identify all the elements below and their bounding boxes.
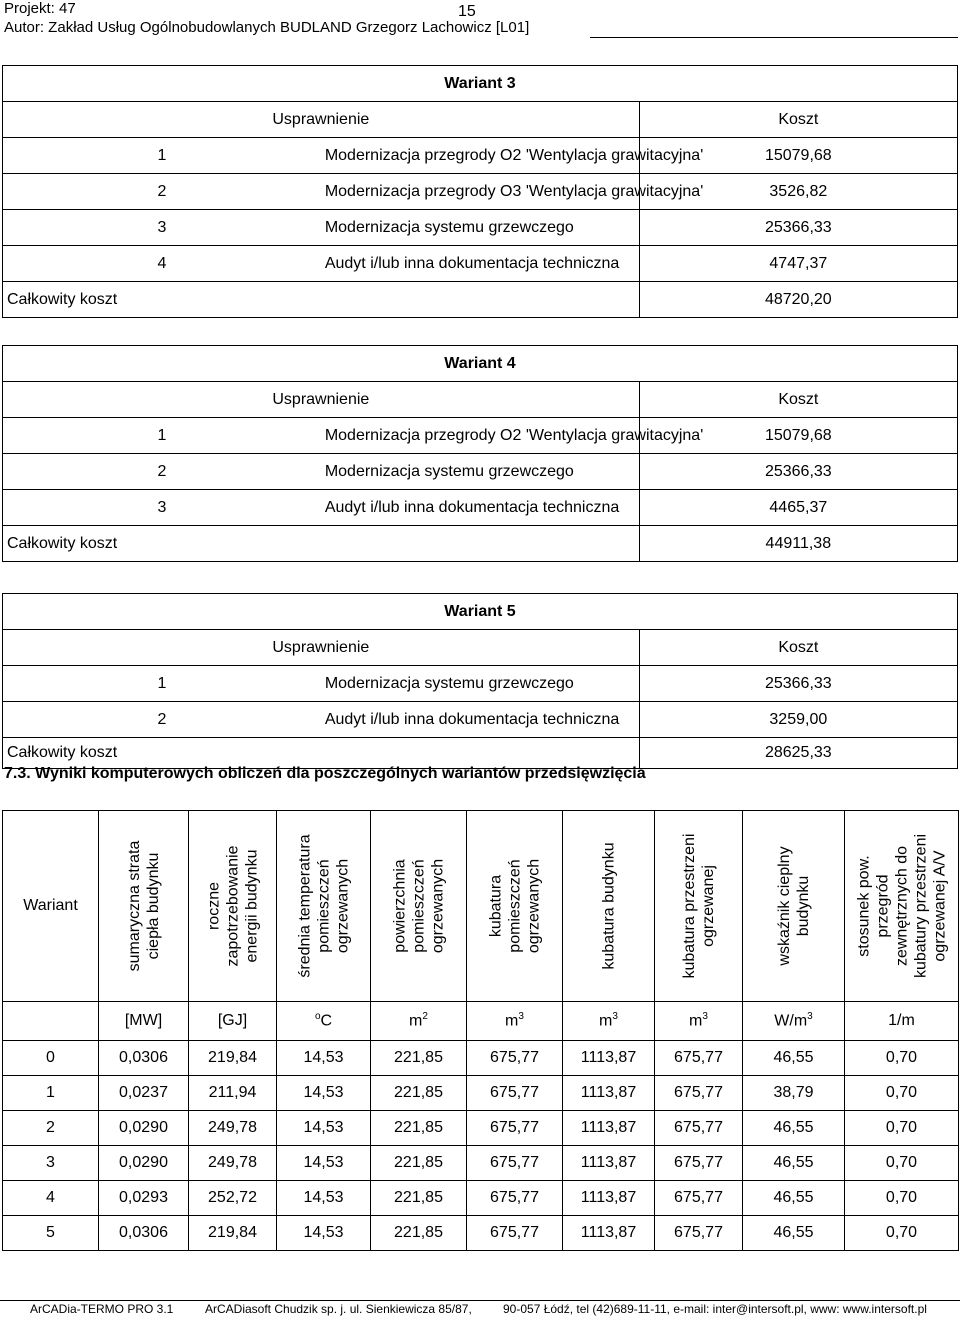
row-number: 4: [3, 246, 321, 282]
column-header-label: sumaryczna strata ciepła budynku: [125, 840, 162, 972]
result-value: 1113,87: [563, 1146, 655, 1181]
result-value: 14,53: [277, 1216, 371, 1251]
total-cost-label: Całkowity koszt: [3, 526, 640, 562]
row-number: 1: [3, 666, 321, 702]
improvement-name: Modernizacja przegrody O3 'Wentylacja grawitacyjna': [321, 174, 639, 210]
column-header-label: stosunek pow. przegród zewnętrznych do kubatury przestrzeni ogrzewanej A/V: [855, 833, 948, 979]
variant-title: Wariant 3: [3, 66, 958, 102]
result-value: 675,77: [467, 1181, 563, 1216]
improvement-cost: 15079,68: [639, 138, 957, 174]
table-row: [3, 1216, 959, 1251]
result-value: 1113,87: [563, 1076, 655, 1111]
result-value: 675,77: [655, 1216, 743, 1251]
improvement-cost: 25366,33: [639, 666, 957, 702]
total-cost-value: 44911,38: [639, 526, 957, 562]
result-value: 675,77: [655, 1111, 743, 1146]
table-row: [3, 418, 958, 454]
column-header: [99, 811, 189, 1002]
table-row: [3, 174, 958, 210]
result-value: 46,55: [743, 1181, 845, 1216]
improvement-cost: 25366,33: [639, 210, 957, 246]
row-number: 2: [3, 454, 321, 490]
result-value: 0,70: [845, 1181, 959, 1216]
result-value: 46,55: [743, 1146, 845, 1181]
result-value: 221,85: [371, 1041, 467, 1076]
result-value: 1113,87: [563, 1041, 655, 1076]
results-table: [2, 810, 959, 1251]
improvement-name: Modernizacja systemu grzewczego: [321, 210, 639, 246]
column-header: [845, 811, 959, 1002]
column-header-label: kubatura budynku: [600, 842, 617, 970]
results-section-title: 7.3. Wyniki komputerowych obliczeń dla poszczególnych wariantów przedsięwzięcia: [4, 765, 646, 782]
column-header: [371, 811, 467, 1002]
total-cost-value: 48720,20: [639, 282, 957, 318]
row-number: 1: [3, 138, 321, 174]
result-value: 1113,87: [563, 1181, 655, 1216]
result-value: 14,53: [277, 1146, 371, 1181]
header-rule: [590, 37, 958, 38]
result-value: 14,53: [277, 1041, 371, 1076]
unit-label: $m^3$: [467, 1002, 563, 1041]
unit-label: $m^2$: [371, 1002, 467, 1041]
column-header-label: kubatura pomieszczeń ogrzewanych: [487, 858, 542, 954]
total-cost-label: Całkowity koszt: [3, 738, 640, 769]
variant-number: 3: [3, 1146, 99, 1181]
result-value: 221,85: [371, 1216, 467, 1251]
footer-contact: 90-057 Łódź, tel (42)689-11-11, e-mail: inter@intersoft.pl, www: www.intersoft.pl: [503, 1302, 927, 1316]
improvement-name: Audyt i/lub inna dokumentacja techniczna: [321, 702, 639, 738]
project-label: Projekt: 47: [4, 0, 76, 17]
result-value: 0,0306: [99, 1216, 189, 1251]
improvement-cost: 3259,00: [639, 702, 957, 738]
variant-number: 1: [3, 1076, 99, 1111]
variant-number: 0: [3, 1041, 99, 1076]
column-header-label: powierzchnia pomieszczeń ogrzewanych: [391, 858, 446, 954]
result-value: 0,0306: [99, 1041, 189, 1076]
result-value: 38,79: [743, 1076, 845, 1111]
column-header-cost: Koszt: [639, 102, 957, 138]
result-value: 0,0237: [99, 1076, 189, 1111]
result-value: 1113,87: [563, 1111, 655, 1146]
result-value: 252,72: [189, 1181, 277, 1216]
result-value: 249,78: [189, 1111, 277, 1146]
result-value: 249,78: [189, 1146, 277, 1181]
footer-company: ArCADiasoft Chudzik sp. j. ul. Sienkiewicza 85/87,: [205, 1302, 472, 1316]
result-value: 46,55: [743, 1041, 845, 1076]
table-row: [3, 666, 958, 702]
result-value: 14,53: [277, 1181, 371, 1216]
row-number: 2: [3, 174, 321, 210]
table-row: [3, 454, 958, 490]
result-value: 14,53: [277, 1076, 371, 1111]
unit-label: [MW]: [99, 1002, 189, 1041]
variant-number: 2: [3, 1111, 99, 1146]
improvement-cost: 4465,37: [639, 490, 957, 526]
total-cost-label: Całkowity koszt: [3, 282, 640, 318]
table-row: [3, 138, 958, 174]
variant-title: Wariant 4: [3, 346, 958, 382]
result-value: 211,94: [189, 1076, 277, 1111]
column-header-improvement: Usprawnienie: [3, 630, 640, 666]
table-row: [3, 246, 958, 282]
result-value: 0,0290: [99, 1146, 189, 1181]
result-value: 0,70: [845, 1041, 959, 1076]
result-value: 675,77: [467, 1076, 563, 1111]
page-number: 15: [458, 3, 476, 20]
row-number: 3: [3, 210, 321, 246]
variant-number: 4: [3, 1181, 99, 1216]
column-header-label: kubatura przestrzeni ogrzewanej: [680, 833, 717, 979]
table-row: [3, 1111, 959, 1146]
result-value: 0,70: [845, 1111, 959, 1146]
improvement-name: Modernizacja systemu grzewczego: [321, 454, 639, 490]
improvement-cost: 3526,82: [639, 174, 957, 210]
total-cost-value: 28625,33: [639, 738, 957, 769]
result-value: 221,85: [371, 1146, 467, 1181]
result-value: 14,53: [277, 1111, 371, 1146]
table-row: [3, 702, 958, 738]
result-value: 221,85: [371, 1181, 467, 1216]
column-header-label: roczne zapotrzebowanie energii budynku: [205, 845, 260, 967]
unit-label: [GJ]: [189, 1002, 277, 1041]
improvement-name: Modernizacja przegrody O2 'Wentylacja grawitacyjna': [321, 138, 639, 174]
column-header: [467, 811, 563, 1002]
result-value: 0,70: [845, 1076, 959, 1111]
result-value: 0,70: [845, 1146, 959, 1181]
unit-label: $m^3$: [563, 1002, 655, 1041]
result-value: 221,85: [371, 1111, 467, 1146]
column-header-label: wskaźnik cieplny budynku: [775, 846, 812, 966]
footer-software: ArCADia-TERMO PRO 3.1: [30, 1302, 174, 1316]
result-value: 675,77: [467, 1146, 563, 1181]
author-label: Autor: Zakład Usług Ogólnobudowlanych BUDLAND Grzegorz Lachowicz [L01]: [4, 19, 530, 36]
improvement-cost: 4747,37: [639, 246, 957, 282]
variant-table: [2, 345, 958, 562]
result-value: 675,77: [467, 1216, 563, 1251]
improvement-cost: 25366,33: [639, 454, 957, 490]
improvement-name: Audyt i/lub inna dokumentacja techniczna: [321, 246, 639, 282]
table-row: [3, 1181, 959, 1216]
improvement-cost: 15079,68: [639, 418, 957, 454]
column-header-improvement: Usprawnienie: [3, 102, 640, 138]
unit-empty: [3, 1002, 99, 1041]
result-value: 675,77: [467, 1041, 563, 1076]
improvement-name: Modernizacja systemu grzewczego: [321, 666, 639, 702]
result-value: 675,77: [655, 1076, 743, 1111]
table-row: [3, 1146, 959, 1181]
row-number: 2: [3, 702, 321, 738]
result-value: 219,84: [189, 1216, 277, 1251]
variant-number: 5: [3, 1216, 99, 1251]
unit-label: $W/m^3$: [743, 1002, 845, 1041]
column-header-label: średnia temperatura pomieszczeń ogrzewanych: [296, 834, 351, 978]
variant-title: Wariant 5: [3, 594, 958, 630]
column-header: [743, 811, 845, 1002]
result-value: 675,77: [655, 1146, 743, 1181]
column-header-cost: Koszt: [639, 382, 957, 418]
column-header: [563, 811, 655, 1002]
result-value: 46,55: [743, 1216, 845, 1251]
result-value: 0,0293: [99, 1181, 189, 1216]
unit-label: $m^3$: [655, 1002, 743, 1041]
footer-rule: [0, 1300, 960, 1301]
table-row: [3, 1041, 959, 1076]
column-header-improvement: Usprawnienie: [3, 382, 640, 418]
result-value: 1113,87: [563, 1216, 655, 1251]
unit-label: $^o$C: [277, 1002, 371, 1041]
column-header-cost: Koszt: [639, 630, 957, 666]
variant-table: [2, 65, 958, 318]
improvement-name: Audyt i/lub inna dokumentacja techniczna: [321, 490, 639, 526]
result-value: 46,55: [743, 1111, 845, 1146]
result-value: 219,84: [189, 1041, 277, 1076]
result-value: 675,77: [467, 1111, 563, 1146]
column-header: [655, 811, 743, 1002]
column-header: [189, 811, 277, 1002]
row-number: 3: [3, 490, 321, 526]
result-value: 675,77: [655, 1041, 743, 1076]
variant-table: [2, 593, 958, 769]
table-row: [3, 210, 958, 246]
result-value: 0,70: [845, 1216, 959, 1251]
result-value: 221,85: [371, 1076, 467, 1111]
table-row: [3, 1076, 959, 1111]
column-header-variant: Wariant: [3, 811, 99, 1002]
table-row: [3, 490, 958, 526]
result-value: 675,77: [655, 1181, 743, 1216]
improvement-name: Modernizacja przegrody O2 'Wentylacja grawitacyjna': [321, 418, 639, 454]
row-number: 1: [3, 418, 321, 454]
column-header: [277, 811, 371, 1002]
result-value: 0,0290: [99, 1111, 189, 1146]
unit-label: 1/m: [845, 1002, 959, 1041]
